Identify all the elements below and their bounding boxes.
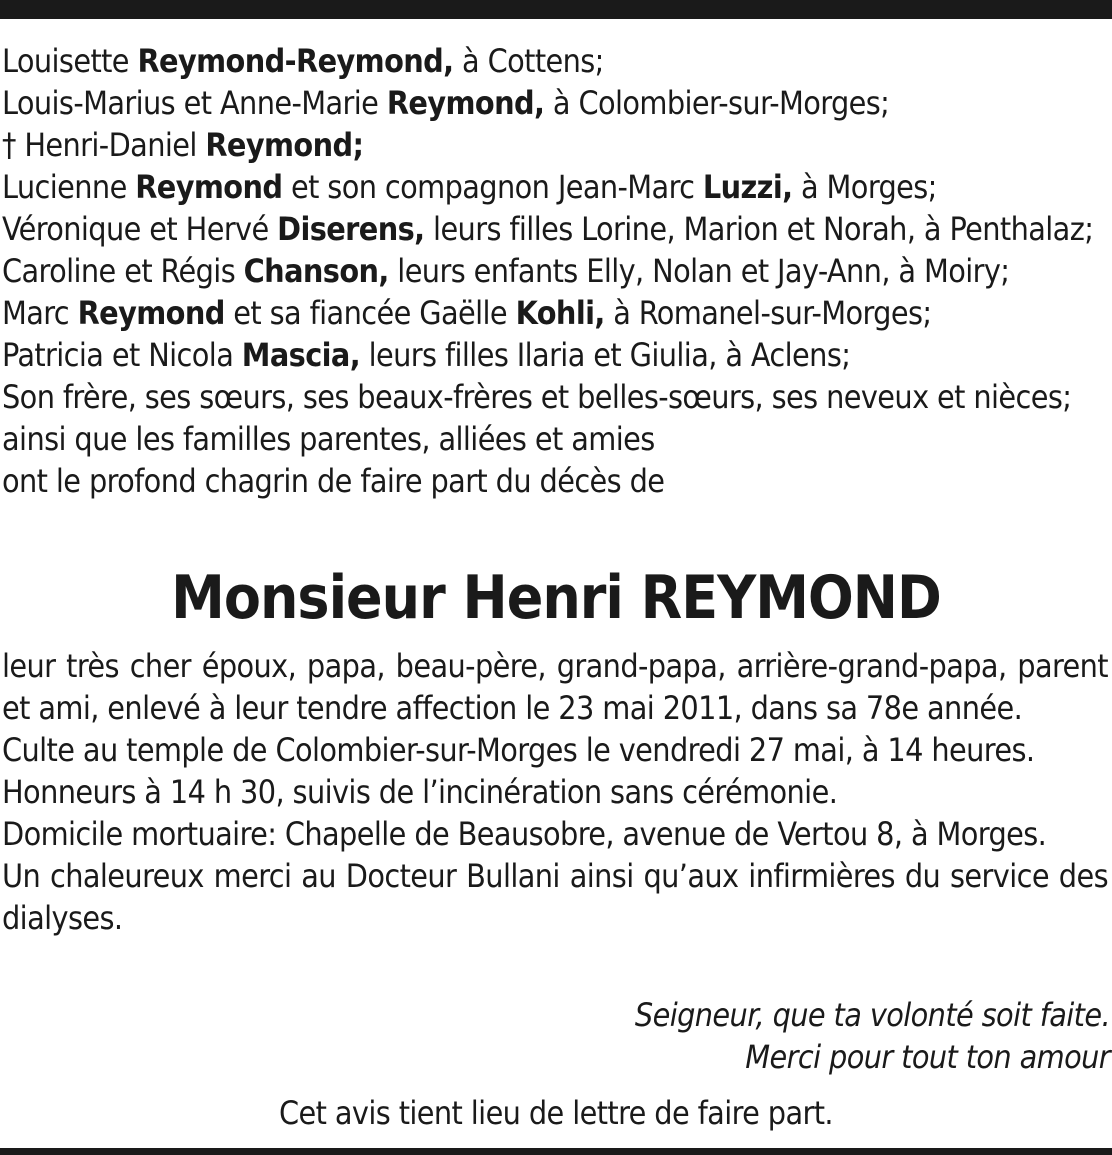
families-list bbox=[2, 40, 1108, 502]
also-line: ainsi que les familles parentes, alliées et amies bbox=[2, 420, 655, 458]
relatives-line: Son frère, ses sœurs, ses beaux-frères et belles-sœurs, ses neveux et nièces; bbox=[2, 378, 1072, 416]
bottom-rule bbox=[0, 1148, 1112, 1155]
deceased-name: Monsieur Henri REYMOND bbox=[171, 563, 941, 633]
family-line: Caroline et Régis Chanson, leurs enfants Elly, Nolan et Jay-Ann, à Moiry; bbox=[2, 252, 1010, 290]
tribute-text: leur très cher époux, papa, beau-père, grand-papa, arrière-grand-papa, parent et ami, enlevé à leur tendre affection le 23 mai 2011, dans sa 78e année. bbox=[2, 647, 1108, 727]
family-line: Marc Reymond et sa fiancée Gaëlle Kohli, à Romanel-sur-Morges; bbox=[2, 294, 932, 332]
verse-line: Seigneur, que ta volonté soit faite. bbox=[634, 996, 1110, 1034]
family-line: Louisette Reymond-Reymond, à Cottens; bbox=[2, 42, 604, 80]
family-line: † Henri-Daniel Reymond; bbox=[2, 126, 364, 164]
verse bbox=[410, 994, 1110, 1078]
details bbox=[2, 645, 1108, 939]
family-line: Louis-Marius et Anne-Marie Reymond, à Colombier-sur-Morges; bbox=[2, 84, 890, 122]
thanks-text: Un chaleureux merci au Docteur Bullani ainsi qu’aux infirmières du service des dialyses. bbox=[2, 857, 1108, 937]
family-line: Patricia et Nicola Mascia, leurs filles Ilaria et Giulia, à Aclens; bbox=[2, 336, 851, 374]
verse-line: Merci pour tout ton amour bbox=[745, 1038, 1110, 1076]
family-line: Véronique et Hervé Diserens, leurs filles Lorine, Marion et Norah, à Penthalaz; bbox=[2, 210, 1094, 248]
top-rule bbox=[0, 0, 1112, 19]
announce-line: ont le profond chagrin de faire part du décès de bbox=[2, 462, 665, 500]
service-text: Culte au temple de Colombier-sur-Morges le vendredi 27 mai, à 14 heures. bbox=[2, 731, 1035, 769]
domicile-text: Domicile mortuaire: Chapelle de Beausobre, avenue de Vertou 8, à Morges. bbox=[2, 815, 1047, 853]
family-line: Lucienne Reymond et son compagnon Jean-Marc Luzzi, à Morges; bbox=[2, 168, 937, 206]
notice-text: Cet avis tient lieu de lettre de faire part. bbox=[279, 1094, 833, 1132]
honours-text: Honneurs à 14 h 30, suivis de l’incinération sans cérémonie. bbox=[2, 773, 838, 811]
